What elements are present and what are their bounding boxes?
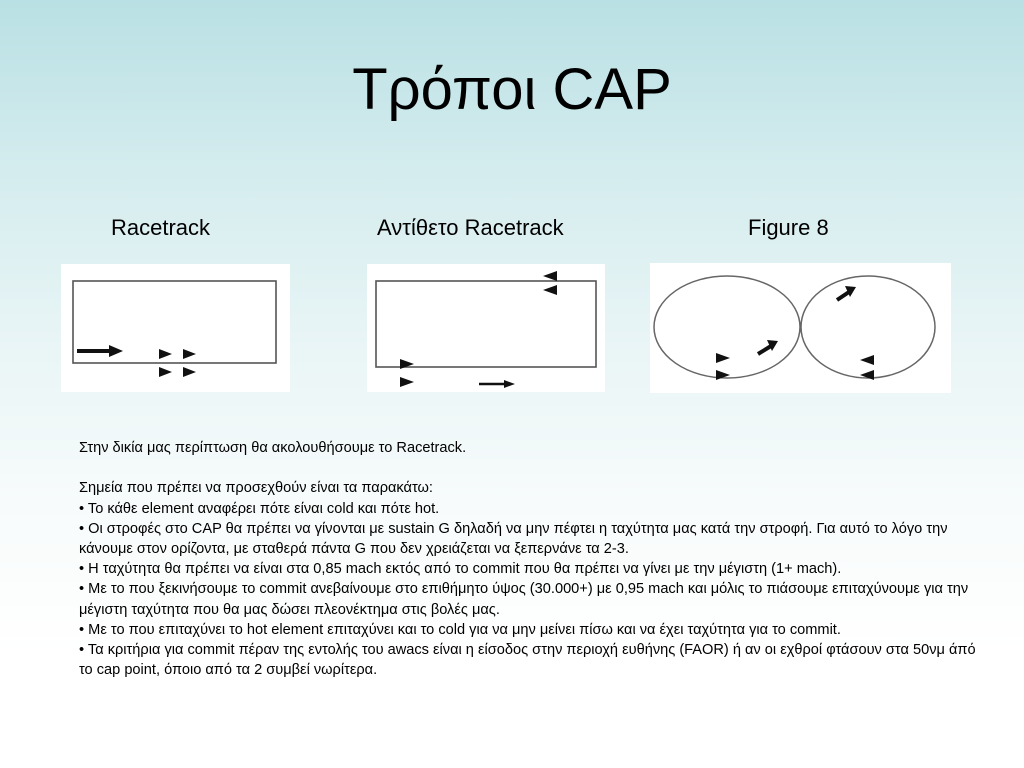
bullet-item: • Η ταχύτητα θα πρέπει να είναι στα 0,85 mach εκτός από το commit που θα πρέπει να γίνει με την μέγιστη (1+ mach).	[79, 561, 842, 578]
bullet-item: • Με το που ξεκινήσουμε το commit ανεβαίνουμε στο επιθήμητο ύψος (30.000+) με 0,95 mach και μόλις το πιάσουμε επιταχύνουμε για την μέγιστη ταχύτητα που θα μας δώσει πλεονέκτημα στις βολές μας.	[79, 581, 969, 618]
points-heading: Σημεία που πρέπει να προσεχθούν είναι τα παρακάτω:	[79, 480, 433, 497]
figure-8-diagram	[650, 263, 951, 393]
slide-title: Τρόποι CAP	[352, 57, 672, 122]
caption-reverse-racetrack: Αντίθετο Racetrack	[377, 215, 564, 240]
bullet-item: • Οι στροφές στο CAP θα πρέπει να γίνονται με sustain G δηλαδή να μην πέφτει η ταχύτητα μας κατά την στροφή. Για αυτό το λόγο την κάνουμε στον ορίζοντα, με σταθερά πάντα G που δεν χρειάζεται να ξεπερνάνε τα 2-3.	[79, 520, 948, 557]
body-text	[79, 438, 979, 680]
intro-text: Στην δικία μας περίπτωση θα ακολουθήσουμε το Racetrack.	[79, 440, 467, 456]
caption-figure-8: Figure 8	[748, 215, 829, 240]
bullet-item: • Τα κριτήρια για commit πέραν της εντολής του awacs είναι η είσοδος στην περιοχή ευθήνης (FAOR) ή αν οι εχθροί φτάσουν στα 50νμ άπό το cap point, όποιο από τα 2 συμβεί νωρίτερα.	[79, 642, 976, 679]
racetrack-diagram	[61, 264, 290, 392]
caption-racetrack: Racetrack	[111, 215, 211, 240]
racetrack-pattern-icon	[61, 264, 290, 392]
paragraph-spacer	[79, 458, 979, 478]
reverse-racetrack-diagram	[367, 264, 605, 392]
figure-8-pattern-icon	[650, 263, 951, 393]
bullet-item: • Το κάθε element αναφέρει πότε είναι cold και πότε hot.	[79, 500, 440, 517]
reverse-racetrack-pattern-icon	[367, 264, 605, 392]
bullet-item: • Με το που επιταχύνει το hot element επιταχύνει και το cold για να μην μείνει πίσω και να έχει ταχύτητα για το commit.	[79, 621, 841, 638]
